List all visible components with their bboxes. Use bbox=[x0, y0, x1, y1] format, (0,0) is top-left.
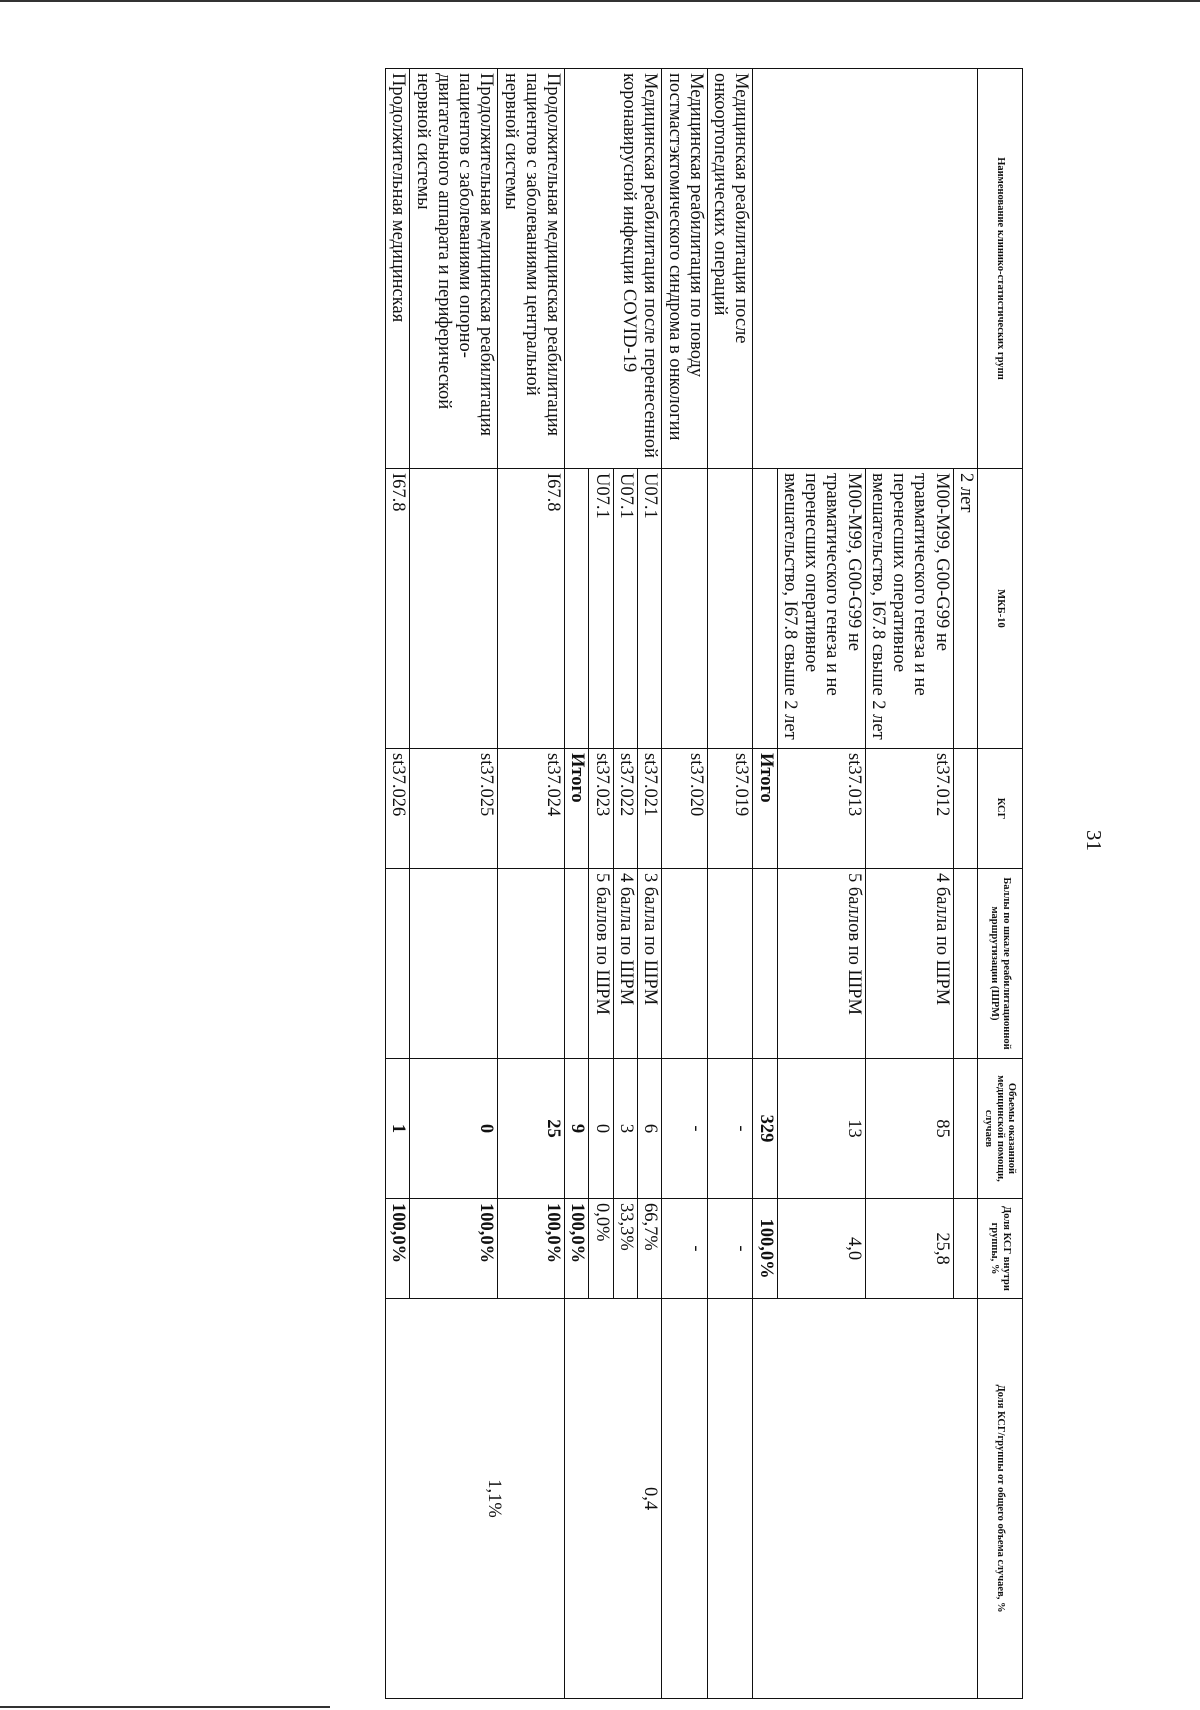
cell-ksg: st37.012 bbox=[865, 749, 953, 869]
table-row bbox=[638, 69, 662, 1699]
cell-icd bbox=[565, 469, 589, 749]
cell-volume: 1 bbox=[386, 1059, 410, 1199]
cell-shrm: 5 баллов по ШРМ bbox=[777, 869, 865, 1059]
cell-icd bbox=[707, 469, 753, 749]
scan-edge-bottom bbox=[0, 1706, 330, 1708]
cell-ksg: st37.022 bbox=[613, 749, 637, 869]
cell-ksg: st37.024 bbox=[498, 749, 565, 869]
cell-share-group: 100,0% bbox=[498, 1199, 565, 1299]
cell-icd: U07.1 bbox=[638, 469, 662, 749]
cell-ksg: st37.026 bbox=[386, 749, 410, 869]
cell-share-group: 25,8 bbox=[865, 1199, 953, 1299]
cell-ksg-total: Итого bbox=[753, 749, 777, 869]
cell-shrm bbox=[386, 869, 410, 1059]
cell-shrm bbox=[498, 869, 565, 1059]
header-shrm: Баллы по шкале реабилитационной маршрутизации (ШРМ) bbox=[978, 869, 1023, 1059]
cell-shrm: 3 балла по ШРМ bbox=[638, 869, 662, 1059]
table-row bbox=[953, 69, 977, 1699]
cell-share-group: - bbox=[707, 1199, 753, 1299]
cell-group: Продолжительная медицинская реабилитация пациентов с заболеваниями центральной нервной системы bbox=[498, 69, 565, 469]
rotated-table-sheet bbox=[93, 68, 1023, 1698]
cell-shrm bbox=[953, 869, 977, 1059]
header-share-group: Доля КСГ внутри группы, % bbox=[978, 1199, 1023, 1299]
cell-icd: 2 лет bbox=[953, 469, 977, 749]
table-row bbox=[662, 69, 708, 1699]
cell-volume: 0 bbox=[410, 1059, 498, 1199]
cell-icd: M00-M99, G00-G99 не травматического генеза и не перенесших оперативное вмешательство, I67.8 свыше 2 лет bbox=[865, 469, 953, 749]
header-ksg: КСГ bbox=[978, 749, 1023, 869]
cell-ksg: st37.019 bbox=[707, 749, 753, 869]
cell-icd: U07.1 bbox=[613, 469, 637, 749]
cell-volume: 3 bbox=[613, 1059, 637, 1199]
table-header-row bbox=[978, 69, 1023, 1699]
cell-ksg: st37.013 bbox=[777, 749, 865, 869]
cell-shrm bbox=[753, 869, 777, 1059]
cell-icd bbox=[410, 469, 498, 749]
cell-share-total bbox=[753, 1299, 978, 1699]
cell-group: Медицинская реабилитация после онкоортопедических операций bbox=[707, 69, 753, 469]
cell-shrm bbox=[410, 869, 498, 1059]
cell-icd bbox=[662, 469, 708, 749]
cell-volume: 329 bbox=[753, 1059, 777, 1199]
cell-share-group: 100,0% bbox=[386, 1199, 410, 1299]
table-row bbox=[498, 69, 565, 1699]
cell-volume bbox=[953, 1059, 977, 1199]
cell-icd: U07.1 bbox=[589, 469, 613, 749]
cell-icd: I67.8 bbox=[386, 469, 410, 749]
header-volume: Объемы оказанной медицинской помощи, случаев bbox=[978, 1059, 1023, 1199]
cell-volume: - bbox=[707, 1059, 753, 1199]
cell-shrm: 4 балла по ШРМ bbox=[865, 869, 953, 1059]
cell-share-total: 0,4 bbox=[565, 1299, 662, 1699]
ksg-table bbox=[385, 68, 1023, 1699]
cell-ksg: st37.025 bbox=[410, 749, 498, 869]
cell-ksg: st37.021 bbox=[638, 749, 662, 869]
cell-volume: 25 bbox=[498, 1059, 565, 1199]
cell-group bbox=[753, 69, 978, 469]
header-group-name: Наименование клинико-статистических групп bbox=[978, 69, 1023, 469]
page-number: 31 bbox=[1082, 830, 1106, 851]
cell-volume: 9 bbox=[565, 1059, 589, 1199]
cell-shrm bbox=[707, 869, 753, 1059]
cell-share-total bbox=[707, 1299, 753, 1699]
cell-icd bbox=[753, 469, 777, 749]
cell-share-group: 33,3% bbox=[613, 1199, 637, 1299]
cell-ksg-total: Итого bbox=[565, 749, 589, 869]
cell-volume: 13 bbox=[777, 1059, 865, 1199]
scan-edge-top bbox=[0, 0, 1200, 2]
cell-shrm: 4 балла по ШРМ bbox=[613, 869, 637, 1059]
cell-group: Продолжительная медицинская реабилитация пациентов с заболеваниями опорно-двигательного аппарата и периферической нервной системы bbox=[410, 69, 498, 469]
cell-volume: 0 bbox=[589, 1059, 613, 1199]
cell-share-group: - bbox=[662, 1199, 708, 1299]
cell-volume: 85 bbox=[865, 1059, 953, 1199]
cell-volume: - bbox=[662, 1059, 708, 1199]
cell-icd: M00-M99, G00-G99 не травматического генеза и не перенесших оперативное вмешательство, I67.8 свыше 2 лет bbox=[777, 469, 865, 749]
cell-share-total: 1,1% bbox=[386, 1299, 565, 1699]
cell-share-total bbox=[662, 1299, 708, 1699]
cell-share-group: 100,0% bbox=[565, 1199, 589, 1299]
cell-group: Продолжительная медицинская bbox=[386, 69, 410, 469]
header-icd: МКБ-10 bbox=[978, 469, 1023, 749]
cell-ksg: st37.020 bbox=[662, 749, 708, 869]
cell-icd: I67.8 bbox=[498, 469, 565, 749]
cell-shrm bbox=[565, 869, 589, 1059]
cell-ksg bbox=[953, 749, 977, 869]
cell-group: Медицинская реабилитация после перенесенной коронавирусной инфекции COVID-19 bbox=[565, 69, 662, 469]
cell-volume: 6 bbox=[638, 1059, 662, 1199]
cell-share-group bbox=[953, 1199, 977, 1299]
cell-share-group: 0,0% bbox=[589, 1199, 613, 1299]
cell-shrm bbox=[662, 869, 708, 1059]
header-share-total: Доля КСГ/группы от общего объема случаев, % bbox=[978, 1299, 1023, 1699]
cell-share-group: 66,7% bbox=[638, 1199, 662, 1299]
cell-share-group: 100,0% bbox=[753, 1199, 777, 1299]
table-row bbox=[707, 69, 753, 1699]
cell-group: Медицинская реабилитация по поводу постмастэктомического синдрома в онкологии bbox=[662, 69, 708, 469]
cell-ksg: st37.023 bbox=[589, 749, 613, 869]
cell-shrm: 5 баллов по ШРМ bbox=[589, 869, 613, 1059]
cell-share-group: 4,0 bbox=[777, 1199, 865, 1299]
cell-share-group: 100,0% bbox=[410, 1199, 498, 1299]
